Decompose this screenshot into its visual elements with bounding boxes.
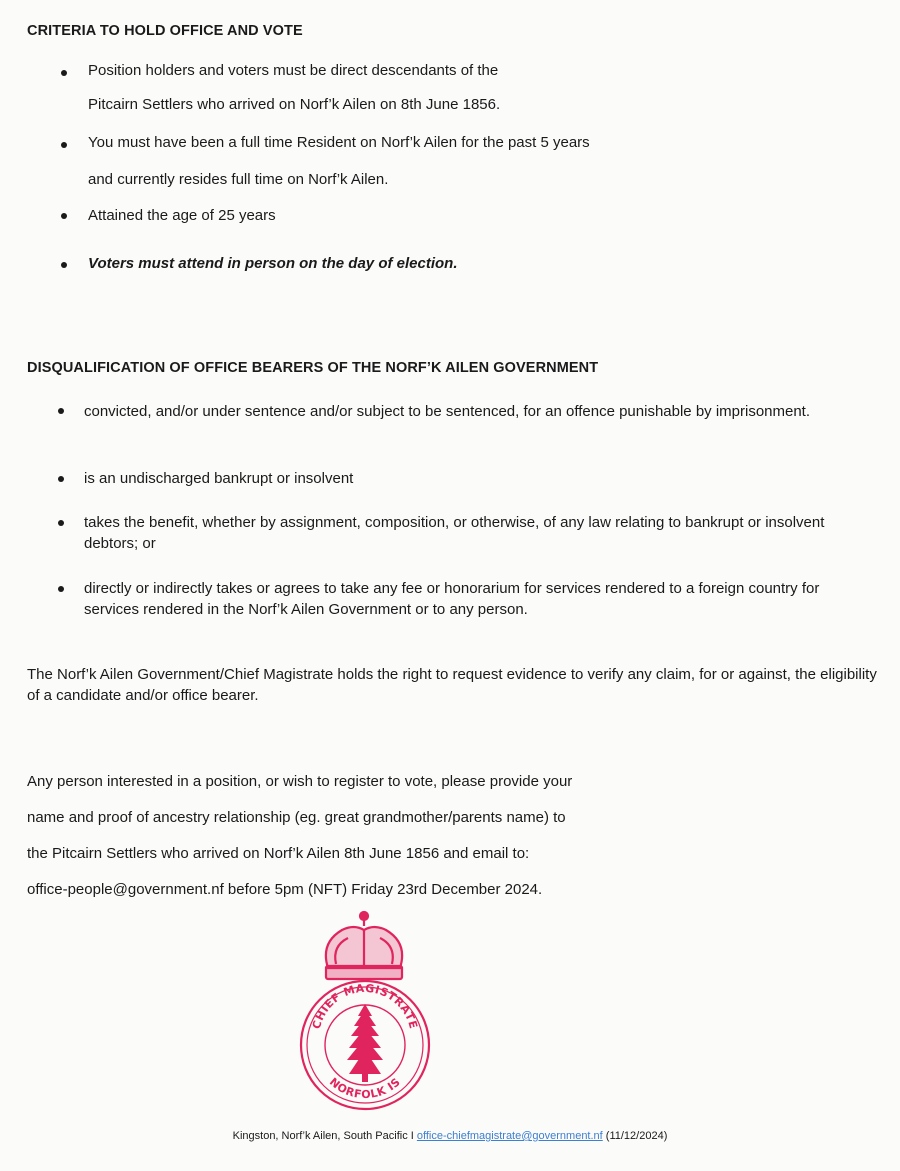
contact-line-4: office-people@government.nf before 5pm (NFT) Friday 23rd December 2024. [27,881,543,898]
disqualification-item-4: directly or indirectly takes or agrees to take any fee or honorarium for services rendered to a foreign country for services rendered in the Norf’k Ailen Government or to any person. [84,580,820,618]
bullet-icon [58,586,64,592]
disqualification-item-2: is an undischarged bankrupt or insolvent [84,470,354,487]
footer-date: (11/12/2024) [605,1130,668,1142]
bullet-icon [58,408,64,414]
bullet-icon [58,476,64,482]
disqualification-item-3: takes the benefit, whether by assignment, composition, or otherwise, of any law relating to bankrupt or insolvent debtors; or [84,514,825,552]
criteria-item-4: Voters must attend in person on the day of election. [88,255,458,272]
contact-line-1: Any person interested in a position, or wish to register to vote, please provide your [27,773,573,790]
disqualification-heading: DISQUALIFICATION OF OFFICE BEARERS OF THE NORF’K AILEN GOVERNMENT [27,360,599,376]
seal-bottom-text: NORFOLK IS [326,1075,404,1102]
criteria-item-1-line-2: Pitcairn Settlers who arrived on Norf’k Ailen on 8th June 1856. [88,96,501,113]
criteria-item-3: Attained the age of 25 years [88,207,276,224]
contact-line-2: name and proof of ancestry relationship (eg. great grandmother/parents name) to [27,809,566,826]
criteria-item-2-line-2: and currently resides full time on Norf’k Ailen. [88,171,389,188]
criteria-item-1-line-1: Position holders and voters must be direct descendants of the [88,62,499,79]
chief-magistrate-seal [292,908,437,1113]
footer [0,1130,900,1142]
seal-top-text: CHIEF MAGISTRATE [309,981,421,1031]
bullet-icon [61,213,67,219]
footer-location: Kingston, Norf’k Ailen, South Pacific [232,1130,408,1142]
rights-paragraph: The Norf’k Ailen Government/Chief Magistrate holds the right to request evidence to verify any claim, for or against, the eligibility of a candidate and/or office bearer. [27,666,877,704]
criteria-heading: CRITERIA TO HOLD OFFICE AND VOTE [27,23,303,39]
contact-line-3: the Pitcairn Settlers who arrived on Norf’k Ailen 8th June 1856 and email to: [27,845,530,862]
bullet-icon [61,262,67,268]
criteria-item-2-line-1: You must have been a full time Resident on Norf’k Ailen for the past 5 years [88,134,590,151]
disqualification-item-1: convicted, and/or under sentence and/or subject to be sentenced, for an offence punishable by imprisonment. [84,403,811,420]
bullet-icon [61,142,67,148]
footer-separator: I [410,1130,414,1142]
footer-email-link[interactable]: office-chiefmagistrate@government.nf [416,1130,603,1142]
bullet-icon [58,520,64,526]
bullet-icon [61,70,67,76]
